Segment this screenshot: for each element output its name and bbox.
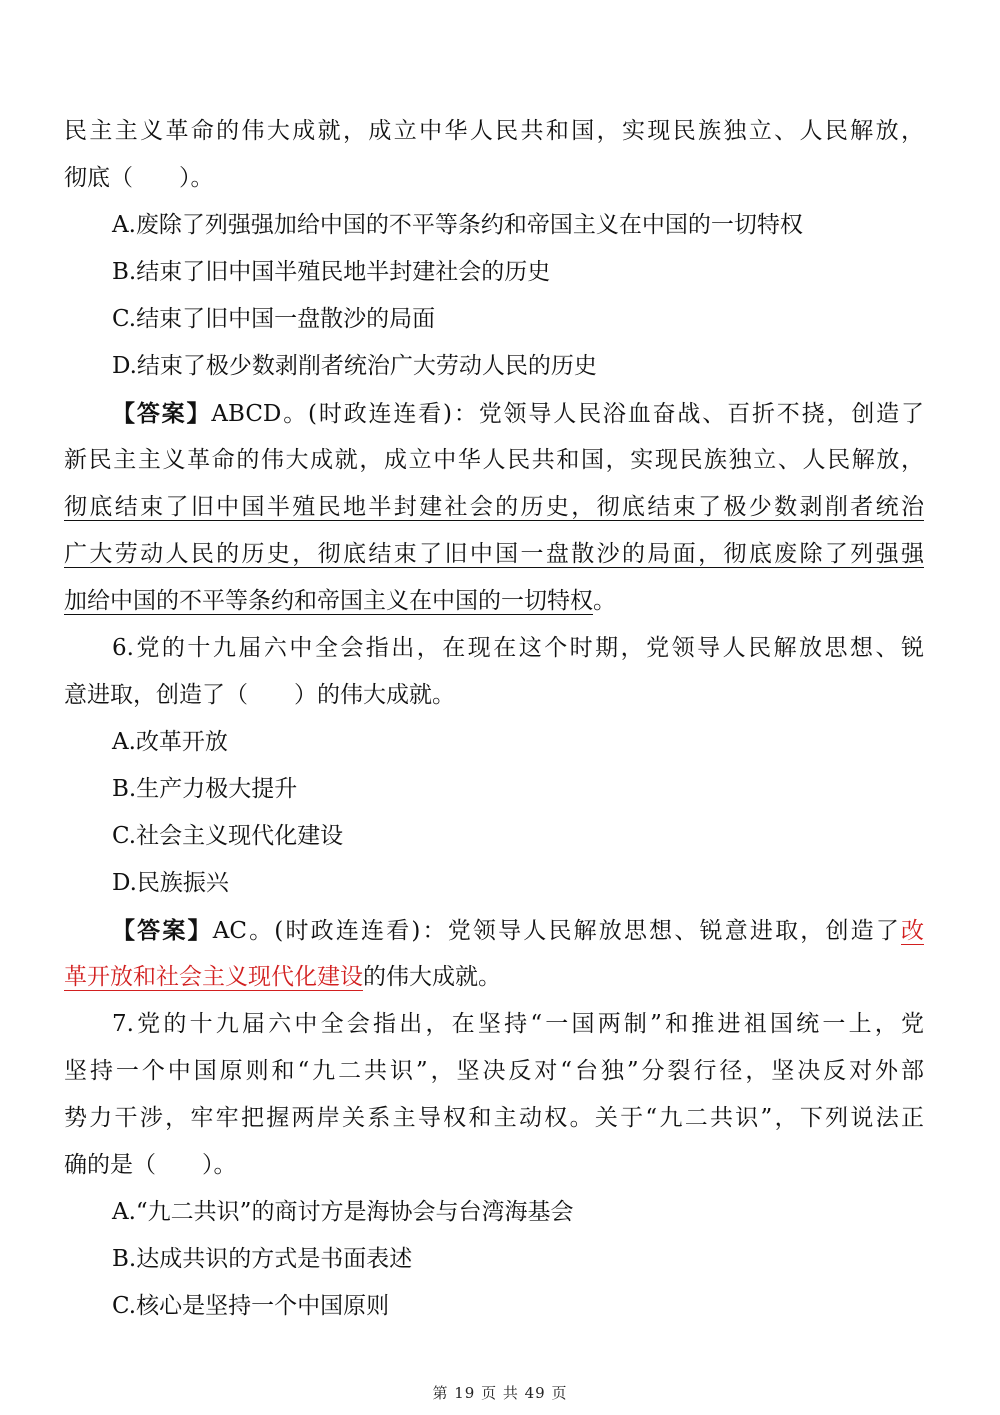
- answer-label: 【答案】: [112, 400, 212, 427]
- page-number-footer: 第 19 页 共 49 页: [432, 1384, 568, 1402]
- q5-option-a: A.废除了列强强加给中国的不平等条约和帝国主义在中国的一切特权: [112, 212, 803, 238]
- q6-answer-highlight-1: 改: [901, 918, 924, 944]
- page-content: [64, 108, 924, 1330]
- q5-answer-text: ABCD。(时政连连看)：党领导人民浴血奋战、百折不挠，创造了: [211, 401, 924, 427]
- q6-answer-line-2: [64, 954, 924, 1001]
- q5-option-c: C.结束了旧中国一盘散沙的局面: [112, 306, 436, 332]
- q5-option-b: B.结束了旧中国半殖民地半封建社会的历史: [112, 259, 551, 285]
- q5-answer-end: 。: [593, 588, 616, 614]
- q6-stem-line-2: 意进取，创造了（ ）的伟大成就。: [64, 682, 455, 708]
- q6-answer-end: 的伟大成就。: [363, 964, 501, 990]
- q6-stem-line-1: 6.党的十九届六中全会指出，在现在这个时期，党领导人民解放思想、锐: [112, 635, 924, 661]
- q6-option-d: D.民族振兴: [112, 870, 229, 896]
- q6-option-b: B.生产力极大提升: [112, 776, 298, 802]
- q5-answer-line-5: [64, 578, 924, 625]
- q5-answer-underlined-3: 彻底结束了旧中国半殖民地半封建社会的历史，彻底结束了极少数剥削者统治: [64, 494, 924, 520]
- q5-option-d: D.结束了极少数剥削者统治广大劳动人民的历史: [112, 353, 597, 379]
- q6-option-a: A.改革开放: [112, 729, 228, 755]
- q7-stem-line-4: 确的是（ ）。: [64, 1152, 237, 1178]
- q5-answer-underlined-4: 广大劳动人民的历史，彻底结束了旧中国一盘散沙的局面，彻底废除了列强强: [64, 541, 924, 567]
- q5-answer-line-1: [64, 390, 924, 437]
- q6-option-c: C.社会主义现代化建设: [112, 823, 344, 849]
- q5-stem-line-2: 彻底（ ）。: [64, 165, 214, 191]
- q7-stem-line-2: 坚持一个中国原则和“九二共识”，坚决反对“台独”分裂行径，坚决反对外部: [64, 1058, 924, 1084]
- answer-label: 【答案】: [112, 917, 213, 944]
- q5-answer-line-3: [64, 484, 924, 531]
- q7-stem-line-3: 势力干涉，牢牢把握两岸关系主导权和主动权。关于“九二共识”，下列说法正: [64, 1105, 924, 1131]
- q7-option-b: B.达成共识的方式是书面表述: [112, 1246, 413, 1272]
- q5-answer-underlined-5: 加给中国的不平等条约和帝国主义在中国的一切特权: [64, 588, 593, 614]
- q5-stem-line-1: 民主主义革命的伟大成就，成立中华人民共和国，实现民族独立、人民解放，: [64, 118, 924, 144]
- q6-answer-text: AC。(时政连连看)：党领导人民解放思想、锐意进取，创造了: [212, 918, 902, 944]
- q7-option-c: C.核心是坚持一个中国原则: [112, 1293, 390, 1319]
- q5-answer-line-4: [64, 531, 924, 578]
- q7-stem-line-1: 7.党的十九届六中全会指出，在坚持“一国两制”和推进祖国统一上，党: [112, 1011, 924, 1037]
- q5-answer-line-2: 新民主主义革命的伟大成就，成立中华人民共和国，实现民族独立、人民解放，: [64, 447, 924, 473]
- q6-answer-highlight-2: 革开放和社会主义现代化建设: [64, 964, 363, 990]
- q6-answer-line-1: [64, 907, 924, 954]
- q7-option-a: A.“九二共识”的商讨方是海协会与台湾海基会: [112, 1199, 574, 1225]
